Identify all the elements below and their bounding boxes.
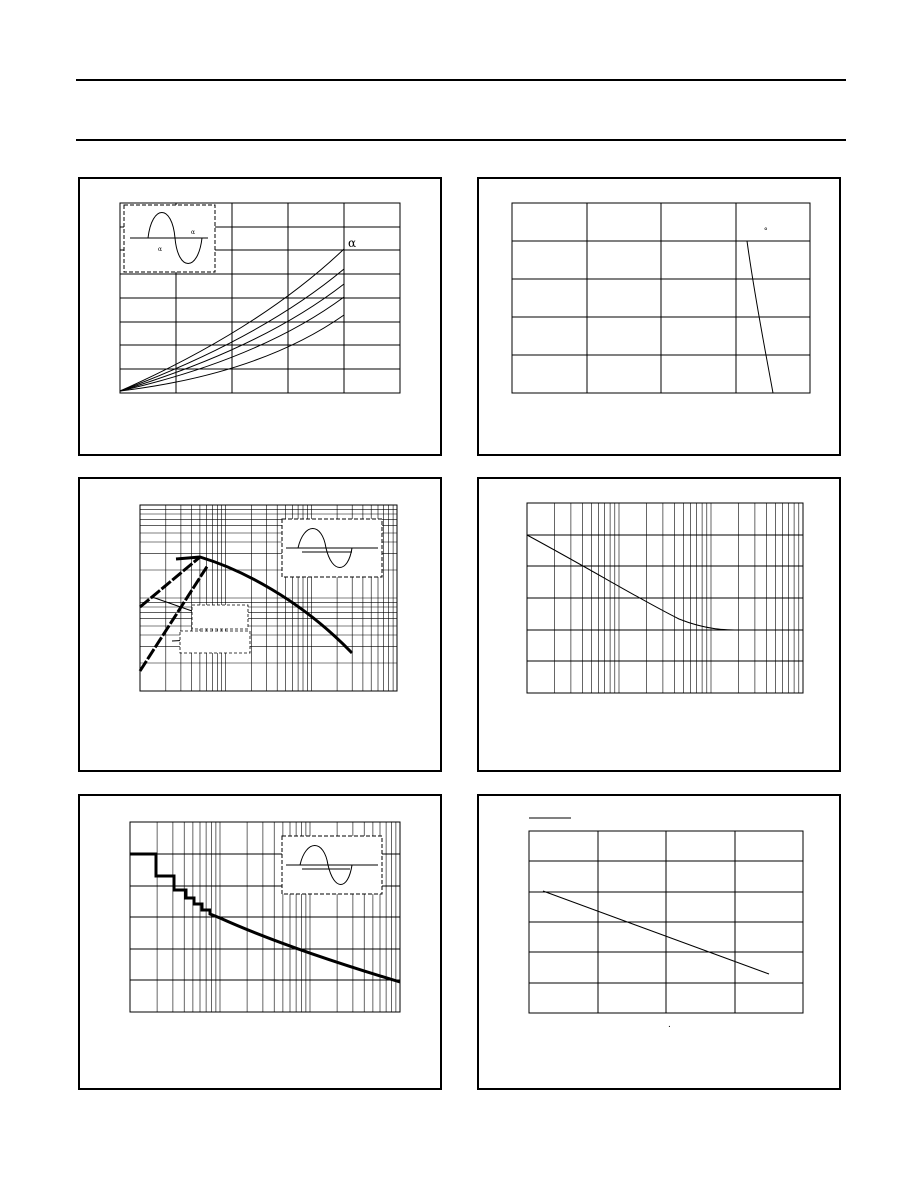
- figure-2-marker: °: [764, 226, 768, 236]
- figure-6-panel: [477, 794, 841, 1090]
- header-rule-top: [76, 79, 846, 81]
- figure-4-chart: [479, 479, 843, 774]
- figure-3-label-box-a: [192, 605, 248, 629]
- header-rule-bottom: [76, 139, 846, 141]
- figure-3-panel: [78, 477, 442, 772]
- figure-1-inset-label-b: α: [191, 229, 196, 236]
- figure-2-chart: [479, 179, 843, 458]
- figure-3-label-box-b: [180, 631, 250, 653]
- figure-1-inset-label-a: α: [158, 246, 163, 253]
- figure-6-chart: [479, 796, 843, 1092]
- figure-4-curve: [527, 535, 749, 630]
- figure-4-panel: [477, 477, 841, 772]
- figure-3-chart: [80, 479, 444, 774]
- figure-1-chart: [80, 179, 444, 458]
- figure-3-inset: [282, 519, 382, 577]
- figure-1-alpha-symbol: α: [348, 236, 357, 250]
- figure-2-panel: [477, 177, 841, 456]
- figure-5-chart: [80, 796, 444, 1092]
- figure-1-panel: [78, 177, 442, 456]
- figure-4-axes: [527, 503, 803, 693]
- figure-5-inset: [282, 836, 382, 894]
- figure-6-grid: [529, 831, 803, 1013]
- figure-6-marker: .: [668, 1019, 671, 1030]
- figure-1-inset: [124, 205, 215, 272]
- figure-3-line-steep-a: [140, 557, 200, 607]
- figure-5-panel: [78, 794, 442, 1090]
